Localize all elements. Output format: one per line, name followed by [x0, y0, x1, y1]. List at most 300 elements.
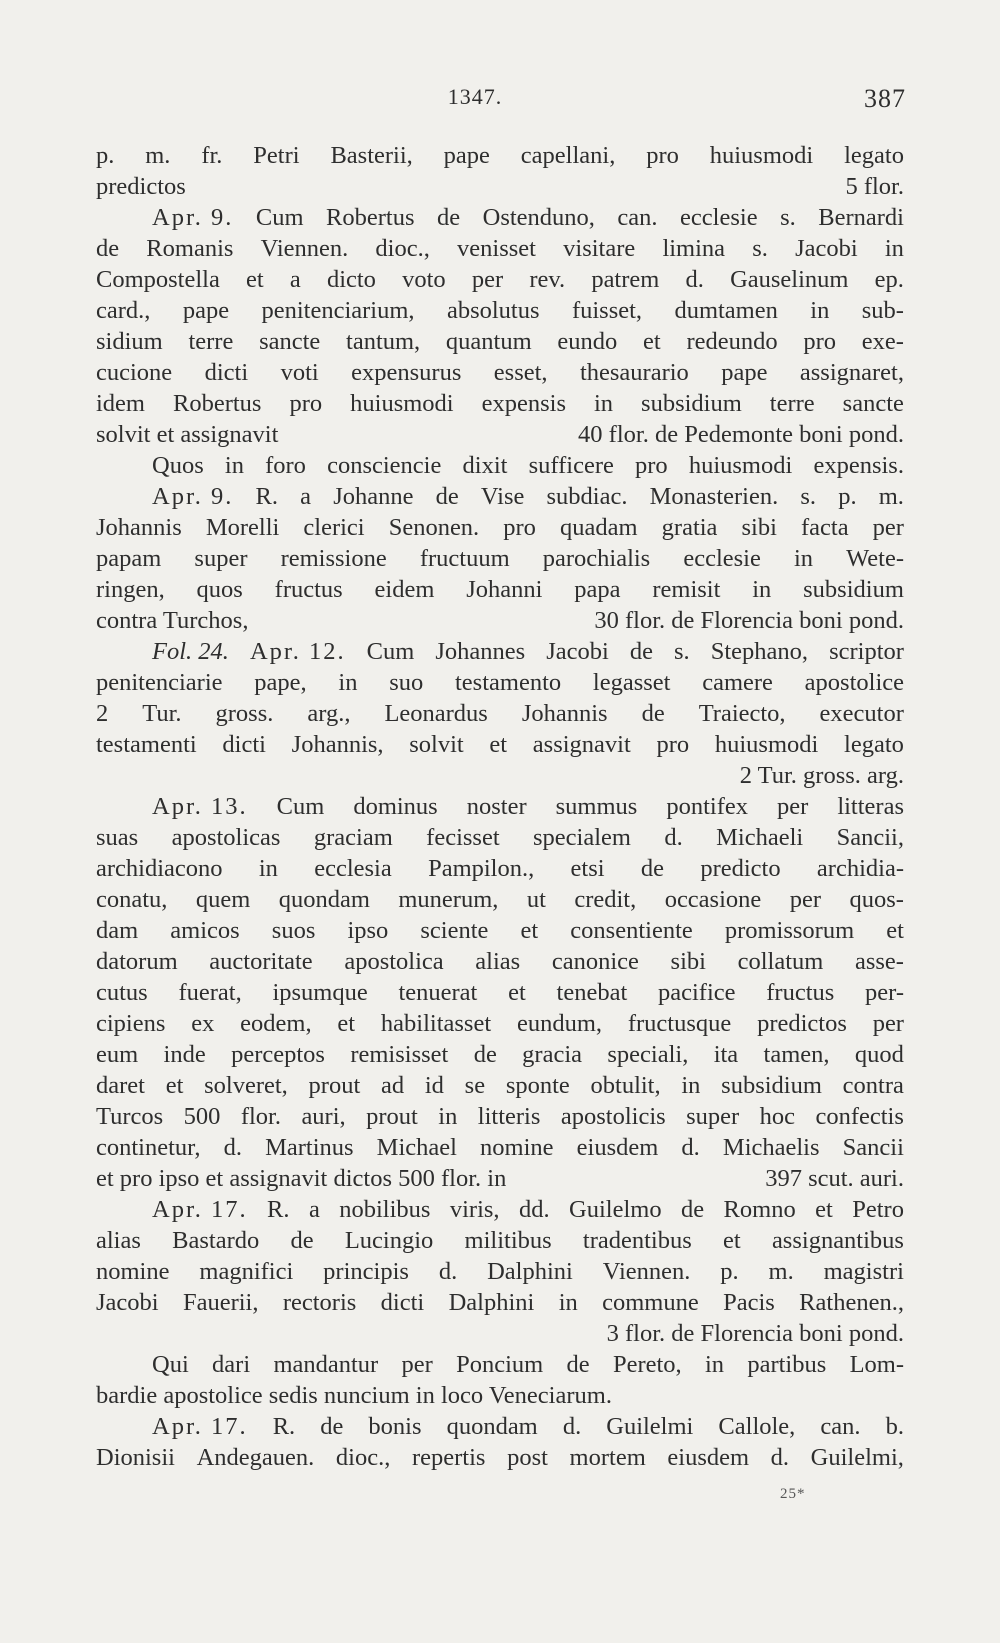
word: m. [878, 483, 904, 510]
word: a [308, 1196, 320, 1223]
word: apostolicis [560, 1103, 666, 1130]
word: suo [389, 669, 424, 696]
word: eum [96, 1041, 139, 1068]
word: specialem [533, 824, 631, 851]
word: sibi [741, 514, 777, 541]
word: visitare [563, 235, 636, 262]
word: et [520, 917, 539, 944]
word: dicto [326, 266, 376, 293]
word: super [194, 545, 248, 572]
word: de [473, 1041, 497, 1068]
word: fructusque [627, 1010, 732, 1037]
word: capellani, [520, 142, 616, 169]
word: perceptos [231, 1041, 325, 1068]
word: remisisset [350, 1041, 449, 1068]
word: Robertus [326, 204, 415, 231]
line-text: predictos [96, 173, 186, 200]
word: magistri [823, 1258, 904, 1285]
word: testamenti [96, 731, 197, 758]
word: et [815, 1196, 833, 1223]
word: amicos [170, 917, 240, 944]
word: gross. [215, 700, 274, 727]
word: quos [196, 576, 243, 603]
text-line [96, 1287, 904, 1318]
text-line [96, 202, 904, 233]
word: remisit [652, 576, 721, 603]
word: per- [865, 979, 904, 1006]
word: Michaeli [716, 824, 804, 851]
word: Jacobi [96, 1289, 159, 1316]
word: promissorum [724, 917, 855, 944]
word: esset, [493, 359, 548, 386]
text-line [96, 605, 904, 636]
amount: 40 flor. de Pedemonte boni pond. [578, 421, 904, 448]
word: viris, [449, 1196, 500, 1223]
word: Vise [480, 483, 525, 510]
word: dari [212, 1351, 251, 1378]
word: hoc [759, 1103, 796, 1130]
word: subsidium [721, 1072, 822, 1099]
word: Lom- [849, 1351, 904, 1378]
word: in [793, 545, 814, 572]
word: asse- [854, 948, 904, 975]
text-line [96, 1442, 904, 1473]
word: et [508, 979, 526, 1006]
text-line [96, 1194, 904, 1225]
word: sufficere [528, 452, 614, 479]
word: Sancii, [836, 824, 904, 851]
word: eidem [374, 576, 435, 603]
word: de [290, 1227, 314, 1254]
word: Michaelis [722, 1134, 820, 1161]
word: ringen, [96, 576, 165, 603]
word: bonis [368, 1413, 422, 1440]
word: sancte [842, 390, 904, 417]
word: d. [681, 1134, 700, 1161]
word: conatu, [96, 886, 168, 913]
word: subsidium [641, 390, 742, 417]
word: alias [475, 948, 521, 975]
text-line [96, 791, 904, 822]
signature-mark: 25* [780, 1486, 806, 1502]
spacer [506, 1163, 765, 1194]
word: card., [96, 297, 151, 324]
word: Morelli [205, 514, 280, 541]
word: Viennen. [602, 1258, 691, 1285]
word: fructus [766, 979, 835, 1006]
word: militibus [464, 1227, 552, 1254]
word: canonice [551, 948, 639, 975]
text-line [96, 884, 904, 915]
text-line [96, 1225, 904, 1256]
word: cipiens [96, 1010, 166, 1037]
word: Qui [152, 1351, 189, 1378]
word: prout [366, 1103, 418, 1130]
amount: 3 flor. de Florencia boni pond. [606, 1320, 904, 1347]
word: dicti [380, 1289, 425, 1316]
word: pape, [254, 669, 307, 696]
word: in [810, 297, 830, 324]
word: sidium [96, 328, 163, 355]
word: Guilelmo [569, 1196, 662, 1223]
word: suas [96, 824, 139, 851]
text-line [96, 326, 904, 357]
word: d. [438, 1258, 458, 1285]
word: per [789, 886, 822, 913]
word: de [681, 1196, 705, 1223]
word: fructuum [419, 545, 510, 572]
word: solvit [409, 731, 464, 758]
word: d. [685, 266, 704, 293]
amount: 397 scut. auri. [765, 1165, 904, 1192]
word: dixit [462, 452, 508, 479]
word: consentiente [570, 917, 693, 944]
word: obtulit, [590, 1072, 661, 1099]
word: R. [267, 1196, 290, 1223]
word: b. [885, 1413, 904, 1440]
word: in [224, 452, 244, 479]
spacer [186, 171, 846, 202]
word: pro [656, 731, 690, 758]
word: tantum, [346, 328, 421, 355]
word: pape [182, 297, 230, 324]
text-line [96, 171, 904, 202]
word: p. [720, 1258, 739, 1285]
word: de [566, 1351, 590, 1378]
word: id [424, 1072, 444, 1099]
word: p. [838, 483, 857, 510]
word: super [686, 1103, 740, 1130]
word: ad [381, 1072, 405, 1099]
word: de [437, 204, 461, 231]
word: dd. [518, 1196, 550, 1223]
word: sibi [670, 948, 706, 975]
word: quos- [849, 886, 904, 913]
amount: 5 flor. [845, 173, 904, 200]
word: confectis [815, 1103, 904, 1130]
word: cutus [96, 979, 148, 1006]
word: Ostenduno, [482, 204, 595, 231]
word: pro [635, 452, 668, 479]
line-text: solvit et assignavit [96, 421, 279, 448]
word: eundo [557, 328, 618, 355]
word: parochialis [542, 545, 651, 572]
word: Johannis [96, 514, 182, 541]
word: testamento [455, 669, 562, 696]
word: p. [96, 142, 115, 169]
word: pro [803, 328, 837, 355]
word: Guilelmi, [810, 1444, 904, 1471]
word: terre [769, 390, 815, 417]
word: ex [191, 1010, 215, 1037]
word: Jacobi [795, 235, 858, 262]
word: et [489, 731, 508, 758]
word: sciente [420, 917, 489, 944]
word: occasione [664, 886, 762, 913]
word: contra [842, 1072, 904, 1099]
word: et [723, 1227, 741, 1254]
word: ipso [347, 917, 389, 944]
amount: 2 Tur. gross. arg. [739, 762, 904, 789]
word: rectoris [282, 1289, 357, 1316]
word: thesaurario [579, 359, 689, 386]
word: speciali, [607, 1041, 689, 1068]
word: Cum [366, 638, 415, 665]
text-line [96, 140, 904, 171]
word: et [886, 917, 904, 944]
text-line [96, 977, 904, 1008]
word: Poncium [456, 1351, 544, 1378]
folio-ref: Fol. 24. [152, 638, 229, 665]
text-line [96, 512, 904, 543]
word: tamen, [763, 1041, 830, 1068]
word: eodem, [240, 1010, 312, 1037]
word: eiusdem [576, 1134, 659, 1161]
word: Rathenen., [799, 1289, 904, 1316]
word: tenuerat [398, 979, 478, 1006]
word: s. [752, 235, 768, 262]
word: scriptor [829, 638, 904, 665]
word: et [246, 266, 264, 293]
word: expensurus [351, 359, 462, 386]
word: Leonardus [384, 700, 488, 727]
spacer [278, 419, 578, 450]
word: ep. [874, 266, 904, 293]
word: terre [188, 328, 234, 355]
entry-date: Apr. 9. [152, 483, 234, 510]
word: Johannes [435, 638, 526, 665]
word: mandantur [273, 1351, 379, 1378]
word: Johannis, [291, 731, 384, 758]
text-line [96, 233, 904, 264]
word: Bastardo [172, 1227, 260, 1254]
word: fuisset, [571, 297, 643, 324]
word: principis [323, 1258, 409, 1285]
word: Martinus [265, 1134, 354, 1161]
word: pacifice [658, 979, 736, 1006]
word: can. [820, 1413, 861, 1440]
word: expensis [481, 390, 566, 417]
word: eundum, [516, 1010, 603, 1037]
word: Michael [376, 1134, 457, 1161]
text-line [96, 1132, 904, 1163]
word: dumtamen [674, 297, 778, 324]
word: d. [664, 824, 683, 851]
word: nomine [96, 1258, 170, 1285]
word: sponte [505, 1072, 570, 1099]
text-line [96, 1318, 904, 1349]
text-line [96, 481, 904, 512]
text-line [96, 667, 904, 698]
word: Cum [276, 793, 325, 820]
word: graciam [313, 824, 393, 851]
word: per [471, 266, 504, 293]
word: ipsumque [272, 979, 368, 1006]
word: ita [713, 1041, 739, 1068]
word: idem [96, 390, 145, 417]
word: predictos [757, 1010, 847, 1037]
word: et [337, 1010, 356, 1037]
word: assignavit [532, 731, 631, 758]
word: R. [272, 1413, 296, 1440]
text-line [96, 1163, 904, 1194]
word: Dalphini [487, 1258, 573, 1285]
text-line [96, 1008, 904, 1039]
word: quantum [445, 328, 532, 355]
word: d. [562, 1413, 582, 1440]
text-line [96, 636, 904, 667]
word: foro [265, 452, 306, 479]
word: apostolice [804, 669, 904, 696]
word: limina [662, 235, 726, 262]
word: clerici [303, 514, 365, 541]
word: inde [163, 1041, 206, 1068]
word: flor. [240, 1103, 281, 1130]
word: fuerat, [178, 979, 242, 1006]
word: de [320, 1413, 344, 1440]
entry-date: Apr. 17. [152, 1413, 248, 1440]
word: penitenciarium, [261, 297, 415, 324]
word: auri, [301, 1103, 346, 1130]
word: Pampilon., [428, 855, 535, 882]
word: alias [96, 1227, 141, 1254]
word: Tur. [142, 700, 182, 727]
word: auctoritate [209, 948, 313, 975]
word: Pereto, [612, 1351, 682, 1378]
word: redeundo [686, 328, 778, 355]
word: eiusdem [667, 1444, 750, 1471]
word: tenebat [556, 979, 628, 1006]
word: continetur, [96, 1134, 201, 1161]
word: de [629, 638, 653, 665]
word: m. [145, 142, 171, 169]
word: papam [96, 545, 162, 572]
text-line [96, 1070, 904, 1101]
word: Quos [152, 452, 204, 479]
line-text: bardie apostolice sedis nuncium in loco Veneciarum. [96, 1382, 612, 1409]
word: commune [602, 1289, 699, 1316]
word: etsi [570, 855, 605, 882]
word: a [289, 266, 301, 293]
word: Petri [253, 142, 300, 169]
word: in [338, 669, 358, 696]
word: Johannis [521, 700, 608, 727]
word: huiusmodi [350, 390, 454, 417]
word: dicti [204, 359, 249, 386]
word: in [681, 1072, 701, 1099]
word: summus [555, 793, 638, 820]
word: ecclesia [314, 855, 392, 882]
word: Compostella [96, 266, 220, 293]
word: s. [800, 483, 817, 510]
entry-date: Apr. 12. [249, 638, 346, 665]
word: nomine [480, 1134, 554, 1161]
word: pontifex [666, 793, 748, 820]
word: dicti [222, 731, 266, 758]
word: quem [195, 886, 251, 913]
word: partibus [747, 1351, 827, 1378]
word: expensis. [813, 452, 904, 479]
text-line [96, 1349, 904, 1380]
text-line [96, 853, 904, 884]
word: executor [819, 700, 904, 727]
text-line [96, 543, 904, 574]
word: pro [646, 142, 679, 169]
word: se [464, 1072, 486, 1099]
word: daret [96, 1072, 145, 1099]
word: Fauerii, [182, 1289, 259, 1316]
word: fr. [201, 142, 223, 169]
word: in [558, 1289, 578, 1316]
word: in [752, 576, 772, 603]
word: voti [280, 359, 319, 386]
word: datorum [96, 948, 178, 975]
running-header-year: 1347. [447, 84, 503, 109]
word: Monasterien. [649, 483, 779, 510]
word: s. [674, 638, 690, 665]
word: per [777, 793, 809, 820]
word: subsidium [803, 576, 904, 603]
word: Turcos [96, 1103, 164, 1130]
word: Petro [852, 1196, 904, 1223]
word: dioc., [335, 1444, 391, 1471]
text-line [96, 1411, 904, 1442]
word: can. [617, 204, 658, 231]
word: dam [96, 917, 139, 944]
word: Johanni [466, 576, 543, 603]
text-line [96, 388, 904, 419]
word: d. [223, 1134, 242, 1161]
page-number: 387 [864, 84, 906, 113]
word: quondam [446, 1413, 538, 1440]
word: predicto [700, 855, 781, 882]
word: archidiacono [96, 855, 223, 882]
word: Sancii [842, 1134, 904, 1161]
word: pape [721, 359, 768, 386]
text-line [96, 295, 904, 326]
word: 500 [183, 1103, 221, 1130]
word: apostolicas [171, 824, 281, 851]
word: Andegauen. [196, 1444, 315, 1471]
word: 2 [96, 700, 109, 727]
word: R. [255, 483, 278, 510]
text-line [96, 357, 904, 388]
text-line [96, 698, 904, 729]
text-line [96, 822, 904, 853]
word: arg., [307, 700, 351, 727]
word: penitenciarie [96, 669, 223, 696]
word: pro [503, 514, 536, 541]
word: habilitasset [380, 1010, 492, 1037]
text-line [96, 264, 904, 295]
word: remissione [280, 545, 387, 572]
word: litteras [837, 793, 904, 820]
word: Romanis [146, 235, 234, 262]
word: Romno [723, 1196, 796, 1223]
word: prout [308, 1072, 361, 1099]
word: quadam [560, 514, 638, 541]
word: gratia [661, 514, 718, 541]
word: nobilibus [339, 1196, 431, 1223]
line-text: contra Turchos, [96, 607, 249, 634]
word: Jacobi [546, 638, 609, 665]
word: solveret, [204, 1072, 288, 1099]
word: quondam [278, 886, 370, 913]
body-text [96, 140, 904, 1473]
word: Dalphini [448, 1289, 535, 1316]
word: post [507, 1444, 548, 1471]
word: Dionisii [96, 1444, 175, 1471]
